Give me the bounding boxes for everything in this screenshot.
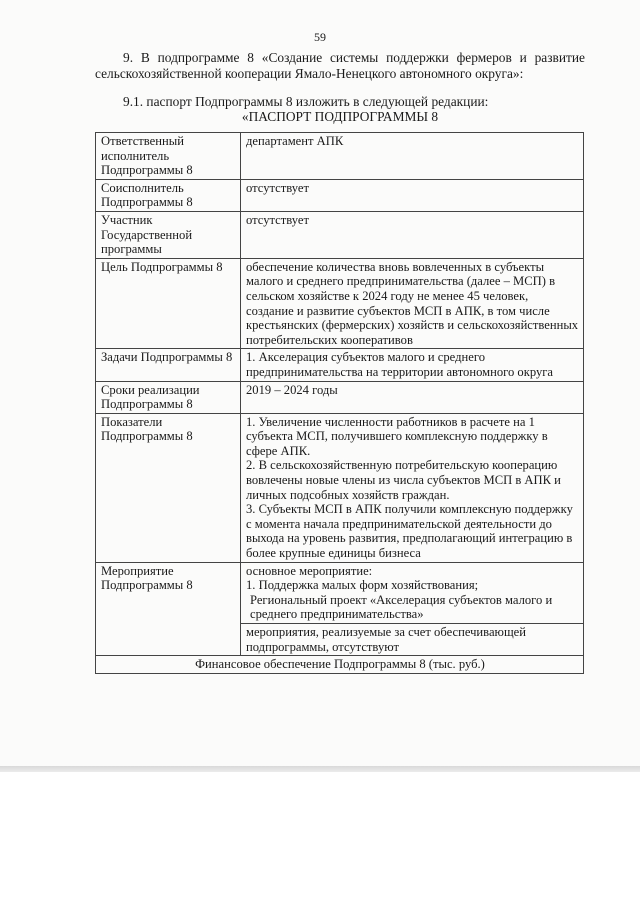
passport-title: «ПАСПОРТ ПОДПРОГРАММЫ 8 — [241, 109, 439, 124]
indicator-item: 1. Увеличение численности работников в расчете на 1 субъекта МСП, получившего комплексную поддержку в сфере АПК. — [246, 414, 548, 458]
paragraph-9: 9. В подпрограмме 8 «Создание системы поддержки фермеров и развитие сельскохозяйственной кооперации Ямало-Ненецкого автономного округа»: — [95, 50, 585, 81]
row-value: обеспечение количества вновь вовлеченных в субъекты малого и среднего предпринимательства (далее – МСП) в сельском хозяйстве к 2024 году не менее 45 человек, создание и развитие субъектов МСП в АПК, в том числе крестьянских (фермерских) хозяйств и сельскохозяйственных потребительских кооперативов — [241, 258, 584, 349]
table-row — [96, 413, 584, 562]
row-label: Сроки реализации Подпрограммы 8 — [96, 381, 241, 413]
row-label: Участник Государственной программы — [96, 211, 241, 258]
table-row — [96, 211, 584, 258]
financing-header: Финансовое обеспечение Подпрограммы 8 (тыс. руб.) — [96, 656, 584, 674]
main-activity-item: 1. Поддержка малых форм хозяйствования; — [246, 578, 479, 593]
paragraph-9-1: 9.1. паспорт Подпрограммы 8 изложить в следующей редакции: — [123, 94, 489, 109]
page-number: 59 — [314, 30, 326, 44]
row-value: отсутствует — [241, 211, 584, 258]
main-activity-heading: основное мероприятие: — [246, 563, 373, 578]
row-value — [241, 413, 584, 562]
row-value: департамент АПК — [241, 133, 584, 180]
table-row — [96, 133, 584, 180]
passport-table — [95, 132, 584, 674]
table-row — [96, 258, 584, 349]
row-label: Показатели Подпрограммы 8 — [96, 413, 241, 562]
table-row — [96, 381, 584, 413]
row-label: Соисполнитель Подпрограммы 8 — [96, 179, 241, 211]
row-value: 1. Акселерация субъектов малого и среднего предпринимательства на территории автономного округа — [241, 349, 584, 381]
main-activity-item: Региональный проект «Акселерация субъектов малого и среднего предпринимательства» — [250, 592, 553, 622]
table-row — [96, 562, 584, 623]
row-value: отсутствует — [241, 179, 584, 211]
table-row — [96, 656, 584, 674]
row-value: 2019 – 2024 годы — [241, 381, 584, 413]
row-label: Мероприятие Подпрограммы 8 — [96, 562, 241, 656]
row-value: мероприятия, реализуемые за счет обеспечивающей подпрограммы, отсутствуют — [241, 624, 584, 656]
row-label: Ответственный исполнитель Подпрограммы 8 — [96, 133, 241, 180]
row-label: Задачи Подпрограммы 8 — [96, 349, 241, 381]
scan-edge — [0, 766, 640, 772]
indicator-item: 2. В сельскохозяйственную потребительскую кооперацию вовлечены новые члены из числа субъектов МСП в АПК и личных подсобных хозяйств граждан. — [246, 458, 561, 502]
row-value — [241, 562, 584, 623]
indicator-item: 3. Субъекты МСП в АПК получили комплексную поддержку с момента начала предпринимательской деятельности до выхода на уровень развития, предполагающий интеграцию в более крупные единицы бизнеса — [246, 502, 573, 561]
row-label: Цель Подпрограммы 8 — [96, 258, 241, 349]
table-row — [96, 179, 584, 211]
table-row — [96, 349, 584, 381]
